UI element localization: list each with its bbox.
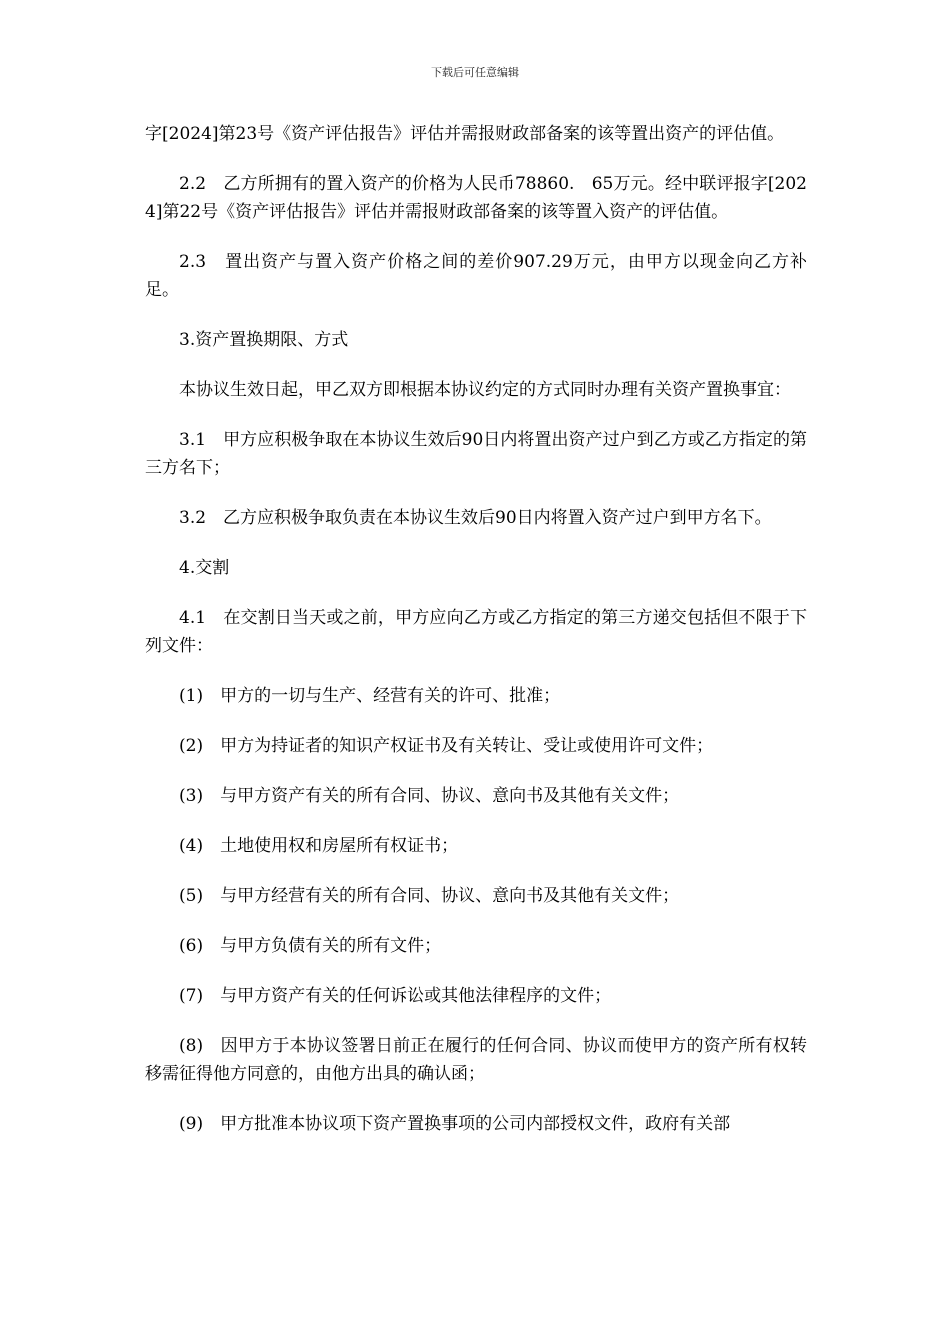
- section-heading-3: 3.资产置换期限、方式: [179, 330, 349, 350]
- list-item-9: (9) 甲方批准本协议项下资产置换事项的公司内部授权文件，政府有关部: [179, 1114, 731, 1134]
- paragraph-7: 3.2 乙方应积极争取负责在本协议生效后90日内将置入资产过户到甲方名下。: [179, 508, 772, 528]
- paragraph-3: 2.3 置出资产与置入资产价格之间的差价907.29万元，由甲方以现金向乙方补足。: [145, 252, 807, 300]
- paragraph-9: 4.1 在交割日当天或之前，甲方应向乙方或乙方指定的第三方递交包括但不限于下列文件：: [145, 608, 807, 656]
- paragraph-1: 字[2024]第23号《资产评估报告》评估并需报财政部备案的该等置出资产的评估值。: [145, 124, 785, 144]
- list-item-1: (1) 甲方的一切与生产、经营有关的许可、批准；: [179, 686, 561, 706]
- paragraph-6: 3.1 甲方应积极争取在本协议生效后90日内将置出资产过户到乙方或乙方指定的第三方名下；: [145, 430, 807, 478]
- section-heading-4: 4.交割: [179, 558, 230, 578]
- document-body: [145, 120, 807, 1160]
- list-item-5: (5) 与甲方经营有关的所有合同、协议、意向书及其他有关文件；: [179, 886, 680, 906]
- paragraph-5: 本协议生效日起，甲乙双方即根据本协议约定的方式同时办理有关资产置换事宜：: [179, 380, 791, 400]
- list-item-4: (4) 土地使用权和房屋所有权证书；: [179, 836, 459, 856]
- paragraph-2: 2.2 乙方所拥有的置入资产的价格为人民币78860. 65万元。经中联评报字[2024]第22号《资产评估报告》评估并需报财政部备案的该等置入资产的评估值。: [145, 174, 807, 222]
- list-item-8: (8) 因甲方于本协议签署日前正在履行的任何合同、协议而使甲方的资产所有权转移需征得他方同意的，由他方出具的确认函；: [145, 1036, 807, 1084]
- page-header: 下载后可任意编辑: [431, 66, 519, 79]
- list-item-3: (3) 与甲方资产有关的所有合同、协议、意向书及其他有关文件；: [179, 786, 680, 806]
- list-item-7: (7) 与甲方资产有关的任何诉讼或其他法律程序的文件；: [179, 986, 612, 1006]
- list-item-6: (6) 与甲方负债有关的所有文件；: [179, 936, 442, 956]
- list-item-2: (2) 甲方为持证者的知识产权证书及有关转让、受让或使用许可文件；: [179, 736, 714, 756]
